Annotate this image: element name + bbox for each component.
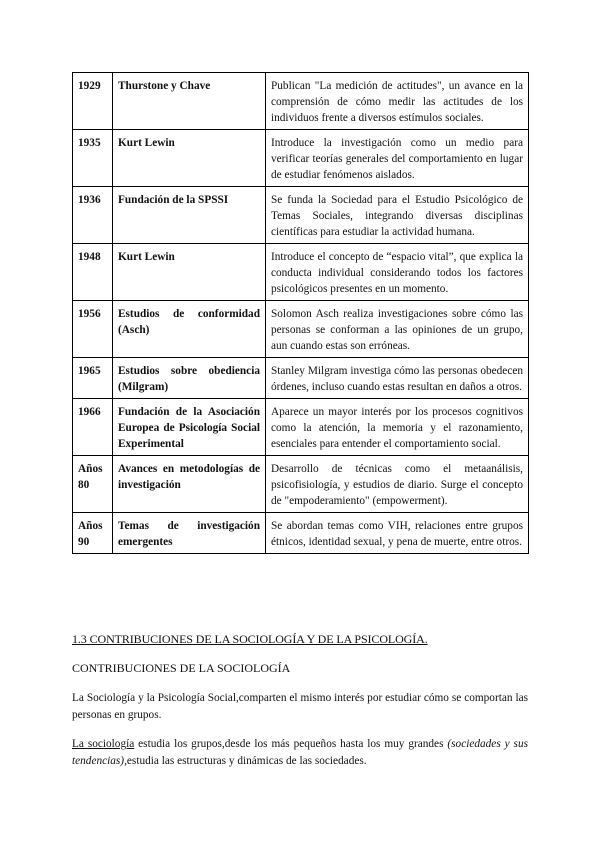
table-row (73, 130, 529, 187)
row-event: Fundación de la SPSSI (113, 187, 266, 244)
row-event: Thurstone y Chave (113, 73, 266, 130)
row-event: Temas de investigación emergentes (113, 513, 266, 554)
row-event: Fundación de la Asociación Europea de Psicología Social Experimental (113, 399, 266, 456)
row-year: 1936 (73, 187, 113, 244)
row-year: 1935 (73, 130, 113, 187)
row-event: Kurt Lewin (113, 244, 266, 301)
row-year: 1966 (73, 399, 113, 456)
row-year: 1965 (73, 358, 113, 399)
row-description: Solomon Asch realiza investigaciones sobre cómo las personas se conforman a las opiniones de un grupo, aun cuando estas son erróneas. (266, 301, 529, 358)
row-event: Estudios sobre obediencia (Milgram) (113, 358, 266, 399)
row-description: Introduce el concepto de “espacio vital”, que explica la conducta individual considerando todos los factores psicológicos presentes en un momento. (266, 244, 529, 301)
table-row (73, 73, 529, 130)
row-description: Stanley Milgram investiga cómo las personas obedecen órdenes, incluso cuando estas resultan en daños a otros. (266, 358, 529, 399)
table-row (73, 244, 529, 301)
row-description: Se abordan temas como VIH, relaciones entre grupos étnicos, identidad sexual, y pena de muerte, entre otros. (266, 513, 529, 554)
history-table (72, 72, 529, 554)
table-row (73, 358, 529, 399)
row-year: 1956 (73, 301, 113, 358)
row-year: Años 80 (73, 456, 113, 513)
row-year: 1929 (73, 73, 113, 130)
row-description: Se funda la Sociedad para el Estudio Psicológico de Temas Sociales, integrando diversas disciplinas científicas para estudiar la actividad humana. (266, 187, 529, 244)
table-row (73, 456, 529, 513)
sociology-term: La sociología (72, 738, 135, 750)
subsection-heading: CONTRIBUCIONES DE LA SOCIOLOGÍA (72, 661, 291, 675)
row-event: Kurt Lewin (113, 130, 266, 187)
intro-paragraph: La Sociología y la Psicología Social,comparten el mismo interés por estudiar cómo se comportan las personas en grupos. (72, 692, 528, 721)
table-row (73, 187, 529, 244)
row-year: Años 90 (73, 513, 113, 554)
table-row (73, 399, 529, 456)
sociology-italic-note: (sociedades y sus tendencias), (72, 738, 528, 767)
row-event: Avances en metodologías de investigación (113, 456, 266, 513)
row-description: Desarrollo de técnicas como el metaanálisis, psicofisiología, y estudios de diario. Surge el concepto de "empoderamiento" (empowerment). (266, 456, 529, 513)
sociology-text-a: estudia los grupos,desde los más pequeños hasta los muy grandes (134, 738, 448, 750)
sociology-text-b: estudia las estructuras y dinámicas de las sociedades. (126, 755, 367, 767)
sociology-paragraph (72, 736, 528, 770)
row-description: Publican "La medición de actitudes", un avance en la comprensión de cómo medir las actitudes de los individuos frente a diversos estímulos sociales. (266, 73, 529, 130)
row-year: 1948 (73, 244, 113, 301)
section-heading: 1.3 CONTRIBUCIONES DE LA SOCIOLOGÍA Y DE LA PSICOLOGÍA. (72, 632, 428, 646)
table-row (73, 513, 529, 554)
row-event: Estudios de conformidad (Asch) (113, 301, 266, 358)
table-row (73, 301, 529, 358)
row-description: Introduce la investigación como un medio para verificar teorías generales del comportamiento en lugar de estudiar fenómenos aislados. (266, 130, 529, 187)
row-description: Aparece un mayor interés por los procesos cognitivos como la atención, la memoria y el razonamiento, esenciales para entender el comportamiento social. (266, 399, 529, 456)
